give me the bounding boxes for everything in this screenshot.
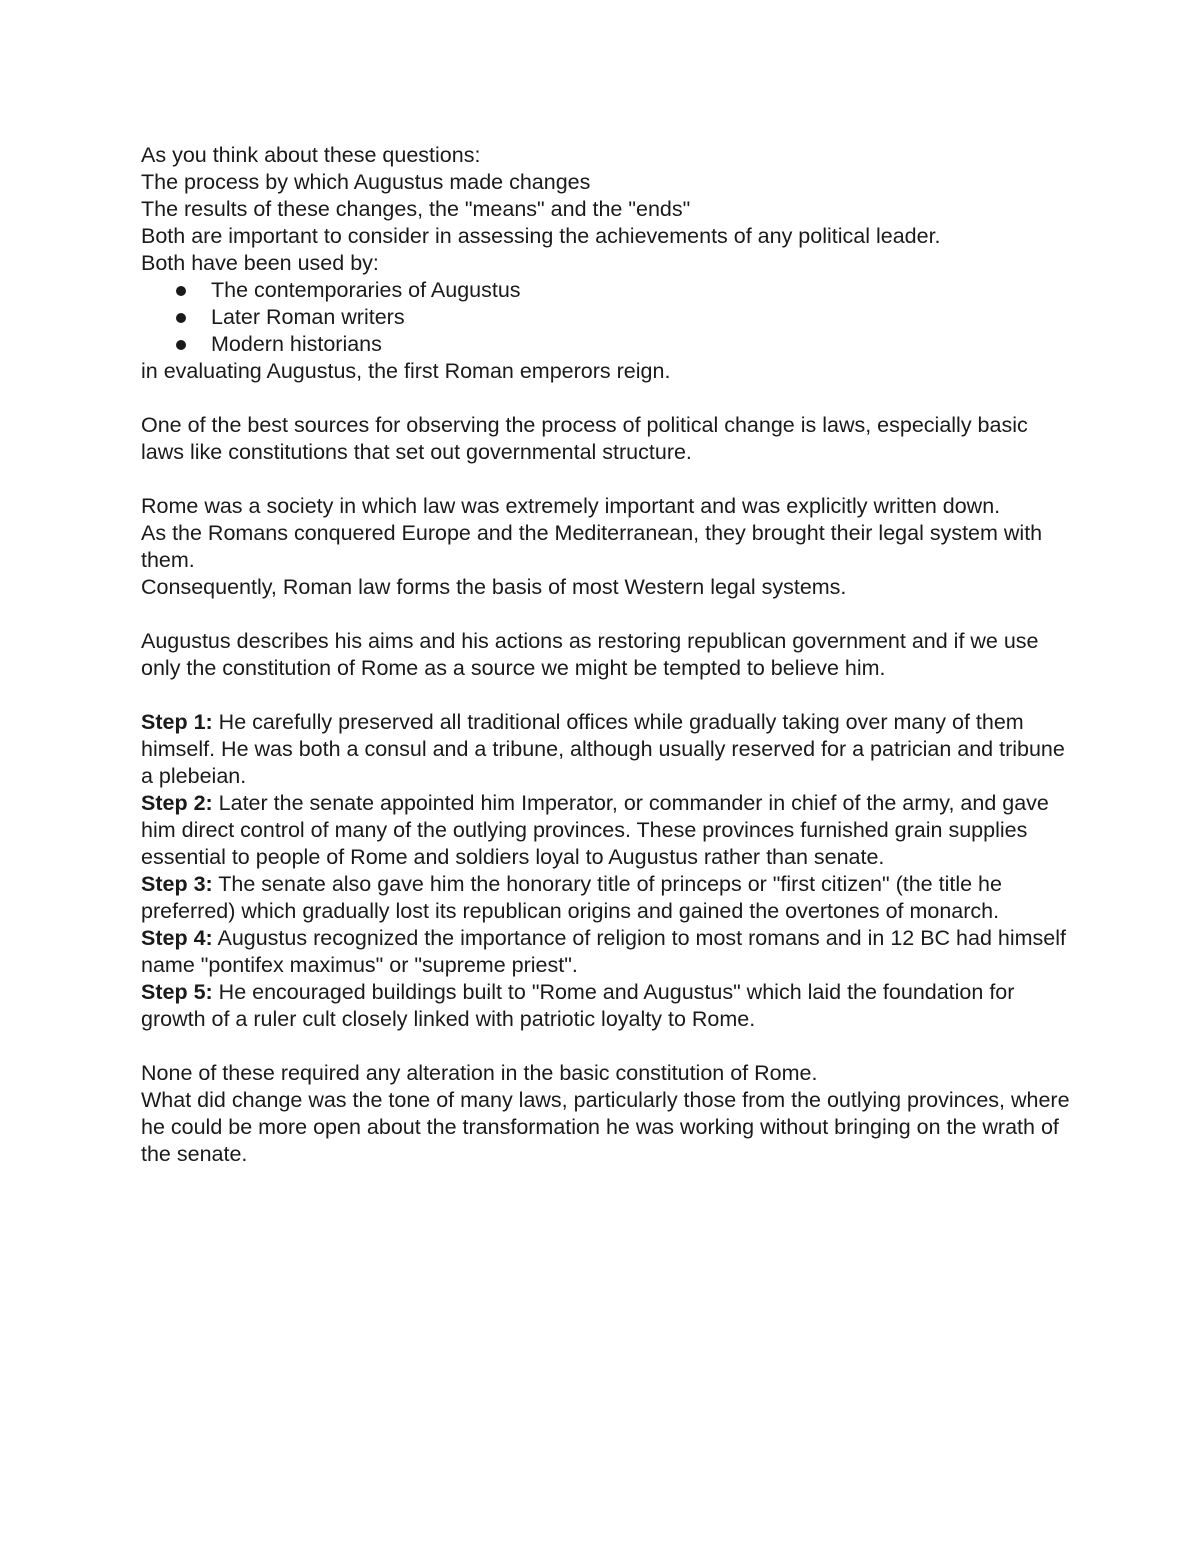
list-item-text: The contemporaries of Augustus <box>211 278 521 302</box>
step-label: Step 5: <box>141 980 213 1004</box>
document-page <box>141 142 1071 1168</box>
paragraph-gap <box>141 1033 1071 1060</box>
step-paragraph <box>141 709 1071 790</box>
step-label: Step 1: <box>141 710 213 734</box>
augustus-paragraph: Augustus describes his aims and his actions as restoring republican government and if we use only the constitution of Rome as a source we might be tempted to believe him. <box>141 629 1039 680</box>
rome-paragraph: Consequently, Roman law forms the basis of most Western legal systems. <box>141 575 847 599</box>
step-label: Step 2: <box>141 791 213 815</box>
list-item <box>211 304 1071 331</box>
step-paragraph <box>141 979 1071 1033</box>
conclusion-paragraph: What did change was the tone of many laws, particularly those from the outlying provinces, where he could be more open about the transformation he was working without bringing on the wrath of the senate. <box>141 1088 1070 1166</box>
intro-line: Both are important to consider in assessing the achievements of any political leader. <box>141 224 941 248</box>
paragraph-gap <box>141 385 1071 412</box>
intro-line: The results of these changes, the "means" and the "ends" <box>141 197 691 221</box>
list-item-text: Later Roman writers <box>211 305 405 329</box>
intro-closing: in evaluating Augustus, the first Roman emperors reign. <box>141 359 671 383</box>
step-text: He carefully preserved all traditional offices while gradually taking over many of them himself. He was both a consul and a tribune, although usually reserved for a patrician and tribune a plebeian. <box>141 710 1065 788</box>
step-label: Step 3: <box>141 872 213 896</box>
list-item <box>211 277 1071 304</box>
step-text: Augustus recognized the importance of religion to most romans and in 12 BC had himself name "pontifex maximus" or "supreme priest". <box>141 926 1066 977</box>
conclusion-section <box>141 1060 1071 1168</box>
bullet-icon <box>176 313 186 323</box>
steps-section <box>141 709 1071 1033</box>
step-paragraph <box>141 925 1071 979</box>
intro-line: As you think about these questions: <box>141 143 481 167</box>
step-paragraph <box>141 871 1071 925</box>
step-text: The senate also gave him the honorary title of princeps or "first citizen" (the title he preferred) which gradually lost its republican origins and gained the overtones of monarch. <box>141 872 1002 923</box>
step-paragraph <box>141 790 1071 871</box>
intro-section <box>141 142 1071 385</box>
rome-paragraph: As the Romans conquered Europe and the Mediterranean, they brought their legal system with them. <box>141 521 1043 572</box>
list-item-text: Modern historians <box>211 332 382 356</box>
paragraph-gap <box>141 601 1071 628</box>
paragraph-gap <box>141 466 1071 493</box>
rome-paragraph: Rome was a society in which law was extremely important and was explicitly written down. <box>141 494 1001 518</box>
intro-line: Both have been used by: <box>141 251 379 275</box>
paragraph-gap <box>141 682 1071 709</box>
bullet-list <box>141 277 1071 358</box>
list-item <box>211 331 1071 358</box>
step-text: Later the senate appointed him Imperator, or commander in chief of the army, and gave him direct control of many of the outlying provinces. These provinces furnished grain supplies essential to people of Rome and soldiers loyal to Augustus rather than senate. <box>141 791 1049 869</box>
rome-section <box>141 493 1071 601</box>
conclusion-paragraph: None of these required any alteration in the basic constitution of Rome. <box>141 1061 818 1085</box>
laws-paragraph: One of the best sources for observing the process of political change is laws, especially basic laws like constitutions that set out governmental structure. <box>141 413 1028 464</box>
step-text: He encouraged buildings built to "Rome and Augustus" which laid the foundation for growth of a ruler cult closely linked with patriotic loyalty to Rome. <box>141 980 1015 1031</box>
bullet-icon <box>176 340 186 350</box>
intro-line: The process by which Augustus made changes <box>141 170 591 194</box>
step-label: Step 4: <box>141 926 213 950</box>
bullet-icon <box>176 286 186 296</box>
